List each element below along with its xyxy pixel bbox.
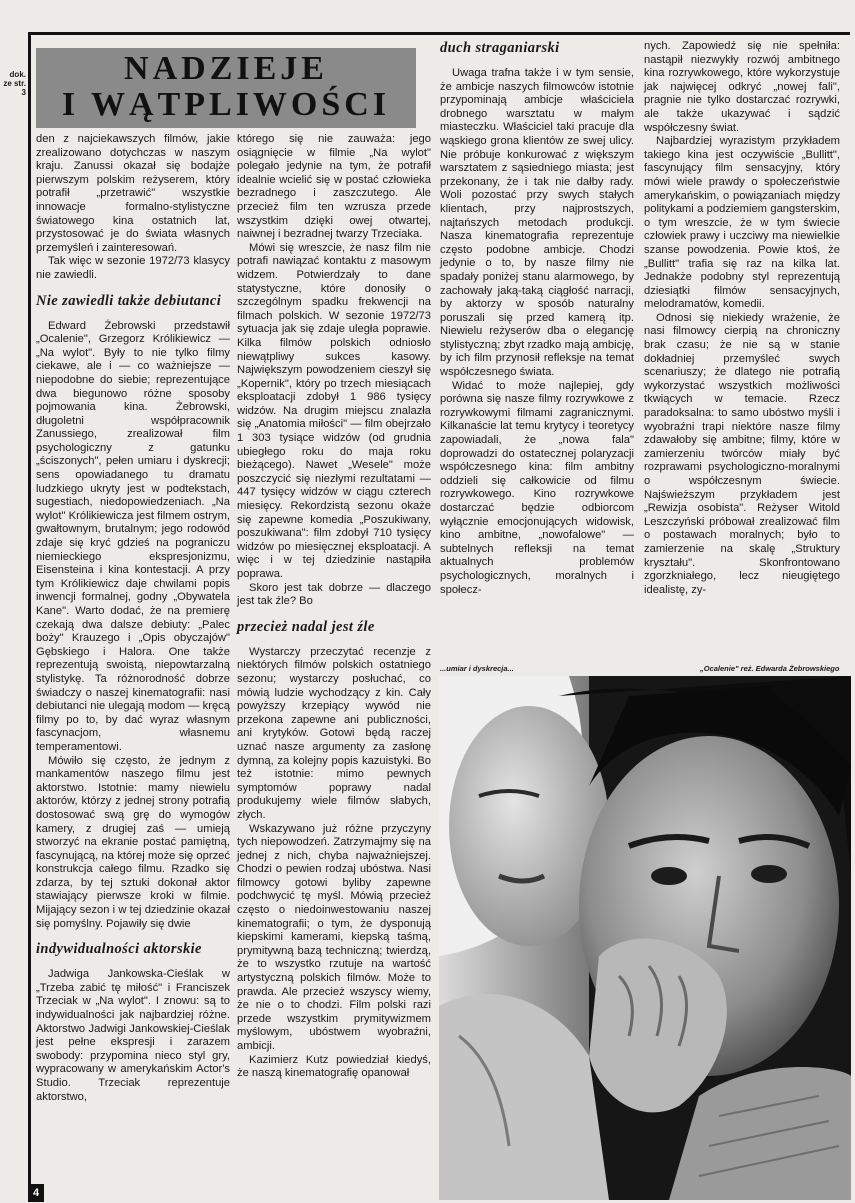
headline-line-2: I WĄTPLIWOŚCI (61, 86, 391, 123)
paragraph: Najbardziej wyrazistym przykładem takiego kina jest oczywiście „Bullitt", fascynujący film sensacyjny, który mówi wiele prawdy o społeczeństwie amerykańskim, o powiązaniach między politykami a podziemiem gangsterskim, o tym wreszcie, że w tym świecie człowiek prawy i uczciwy ma niewielkie szanse powodzenia. Powie ktoś, że „Bullitt" trafia się raz na kilka lat. Jednakże podobny styl reprezentują dziesiątki filmów sensacyjnych, melodramatów, komedii. (644, 135, 840, 311)
page-reference: dok. ze str. 3 (3, 70, 26, 97)
subheading: duch straganiarski (440, 40, 560, 56)
paragraph: Edward Żebrowski przedstawił „Ocalenie", Grzegorz Królikiewicz — „Na wylot". Były to nie tylko filmy ciekawe, ale i — co ważniejsze — niepodobne do siebie; reprezentujące dwa biegunowo różne sposoby pojmowania kina. Żebrowski, długoletni współpracownik Zanussiego, zrealizował film psychologiczny z gatunku „ściszonych", pełen umiaru i dyskrecji; sens opowiadanego tu dramatu ludzkiego ukryty jest w podtekstach, sugestiach, niedopowiedzeniach. „Na wylot" Królikiewicza jest filmem ostrym, gwałtownym, brutalnym; jego rodowód zdaje się kryć gdzieś na pograniczu niemieckiego ekspresjonizmu, Eisensteina i kina kontestacji. A przy tym Królikiewicz daje chwilami popis inwencji formalnej, godny „Obywatela Kane". Warto dodać, że na premierę czekają dwa dalsze debiuty: „Palec boży" Krauzego i „Opis obyczajów" Gębskiego i Halora. One także reprezentują swoistą, niepowtarzalną stylistykę. Ta różnorodność dobrze świadczy o naszej kinematografii: nasi debiutanci nie ulegają modom — kręcą filmy po to, by dać wyraz własnym fascynacjom, własnemu temperamentowi. (36, 319, 230, 753)
left-rule (28, 32, 31, 1202)
paragraph: Jadwiga Jankowska-Cieślak w „Trzeba zabić tę miłość" i Franciszek Trzeciak w „Na wylot". I znowu: są to indywidualności jak najbardziej różne. Aktorstwo Jadwigi Jankowskiej-Cieślak jest pełne ekspresji i zarazem swobody: przypomina nieco styl gry, wypracowany w amerykańskim Actor's Studio. Trzeciak reprezentuje aktorstwo, (36, 968, 230, 1103)
column-3 (440, 40, 634, 597)
subheading: przecież nadal jest źle (237, 618, 375, 635)
column-1 (36, 133, 230, 1104)
paragraph: Skoro jest tak dobrze — dlaczego jest tak źle? Bo (237, 581, 431, 608)
paragraph: nych. Zapowiedź się nie spełniła: nastąpił niezwykły rozwój ambitnego kina rozrywkowego, które wykorzystuje jak najwięcej odkryć „nowej fali", pragnie nie tylko dostarczać rozrywki, ale także ukazywać i sądzić współczesny świat. (644, 40, 840, 134)
subheading: Nie zawiedli także debiutanci (36, 292, 222, 309)
column-4 (644, 40, 840, 597)
paragraph: Mówiło się często, że jednym z mankamentów naszego filmu jest aktorstwo. Istotnie: mamy niewielu aktorów, którzy z jednej strony potrafią dostosować swą grę do wymogów kamery, z drugiej zaś — umieją stworzyć na ekranie postać pamiętną, fascynującą, na której może się oprzeć konstrukcja całego filmu. Rzadko się zdarza, by tej sztuki dokonał aktor stawiający pierwsze kroki w filmie. Mijający sezon i w tej dziedzinie okazał się pomyślny. Pojawiły się dwie (36, 754, 230, 930)
film-still-illustration (439, 676, 851, 1200)
page-number: 4 (28, 1184, 44, 1202)
film-still-photo (439, 676, 851, 1200)
top-rule (28, 32, 850, 35)
subheading: indywidualności aktorskie (36, 941, 202, 958)
paragraph: Wskazywano już różne przyczyny tych niepowodzeń. Zatrzymajmy się na jednej z nich, chyba najważniejszej. Chodzi o pewien rodzaj ubóstwa. Nasi filmowcy gotowi byliby zapewne podchwycić tę myśl. Mówią przecież często o niedoinwestowaniu naszej kinematografii; o tym, że dysponują kiepskimi kamerami, kiepską taśmą, prymitywną bazą techniczną; twierdzą, że to wszystko rzutuje na wartość artystyczną polskich filmów. Może to prawda. Ale przecież wszyscy wiemy, że nie o to chodzi. Film polski razi przede wszystkim prymitywizmem myślowym, ubóstwem wyobraźni, ambicji. (237, 822, 431, 1052)
column-2 (237, 133, 431, 1081)
paragraph: Uwaga trafna także i w tym sensie, że ambicje naszych filmowców istotnie przypominają ambicje właściciela drobnego warsztatu w małym miasteczku. Właściciel taki pracuje dla wąskiego grona klientów ze swej ulicy. Nie próbuje konkurować z większym warsztatem z sąsiedniego miasta; jest przekonany, że i tak nie dałby rady. Woli pozostać przy swych stałych klientach, przy najprostszych, najtańszych metodach produkcji. Nasza kinematografia reprezentuje często podobne ambicje. Chodzi jedynie o to, by nasze filmy nie spadały poniżej stanu alarmowego, by zachowały jaką-taką ciągłość narracji, by aktorzy w sposób naturalny poruszali się przed kamerą itp. Niewielu reżyserów dba o elegancję stylistyczną; zbyt rzadko mają ambicję, by ich film przynosił refleksje na temat współczesnego świata. (440, 67, 634, 379)
photo-caption-right: „Ocalenie" reż. Edwarda Żebrowskiego (700, 664, 840, 673)
paragraph: den z najciekawszych filmów, jakie zrealizowano dotychczas w naszym kraju. Zanussi okazał się bodajże pierwszym polskim reżyserem, który potrafił „przetrawić" wszystkie innowacje formalno-stylistyczne światowego kina ostatnich lat, przystosować je do świata własnych przemyśleń i zainteresowań. (36, 133, 230, 254)
headline-line-1: NADZIEJE (124, 50, 328, 87)
paragraph: Odnosi się niekiedy wrażenie, że nasi filmowcy cierpią na chroniczny brak czasu; że nie są w stanie dokładniej przemyśleć swych scenariuszy; że dlatego nie potrafią wykorzystać wszystkich możliwości tkwiących w temacie. Rzecz paradoksalna: to samo ubóstwo myśli i wyobraźni trapi niektóre nasze filmy zdawałoby się ambitne; filmy, które w zamierzeniu twórców miały być rozprawami psychologiczno-moralnymi o współczesnym świecie. Najświeższym przykładem jest „Rewizja osobista". Reżyser Witold Leszczyński próbował zrealizować film o postawach moralnych; było to zamierzenie na skalę „Struktury kryształu". Skonfrontowano zgorzkniałego, lecz nieugiętego idealistę, zy- (644, 311, 840, 596)
paragraph: Tak więc w sezonie 1972/73 klasycy nie zawiedli. (36, 255, 230, 281)
headline-banner (36, 48, 416, 128)
photo-caption-left: ...umiar i dyskrecja... (440, 664, 514, 673)
paragraph: Mówi się wreszcie, że nasz film nie potrafi nawiązać kontaktu z masowym widzem. Potwierdzały to dane statystyczne, które donosiły o szczególnym spadku frekwencji na filmach polskich. W sezonie 1972/73 sytuacja jak się zdaje uległa poprawie. Kilka filmów polskich odniosło niewątpliwy sukces kasowy. Największym powodzeniem cieszył się „Kopernik", który po trzech miesiącach eksploatacji zdobył 1 986 tysięcy widzów. Na drugim miejscu znalazła się „Anatomia miłości" — film obejrzało 1 303 tysiące widzów (od grudnia ubiegłego roku do maja roku bieżącego). Nawet „Wesele" może poszczycić się niezłymi rezultatami — 447 tysięcy widzów w ciągu czterech miesięcy. Rekordzistą sezonu okaże się zapewne komedia „Poszukiwany, poszukiwana": film zdobył 710 tysięcy widzów po miesięcznej eksploatacji. A więc i w tej dziedzinie nastąpiła poprawa. (237, 241, 431, 580)
paragraph: którego się nie zauważa: jego osiągnięcie w filmie „Na wylot" polegało jedynie na tym, że potrafił idealnie wcielić się w postać człowieka bezradnego i zaszczutego. Ale przecież film ten wzrusza przede wszystkim dzięki owej otwartej, naiwnej i bezradnej twarzy Trzeciaka. (237, 133, 431, 241)
paragraph: Kazimierz Kutz powiedział kiedyś, że naszą kinematografię opanował (237, 1053, 431, 1080)
paragraph: Widać to może najlepiej, gdy porówna się nasze filmy rozrywkowe z rozrywkowymi filmami zagranicznymi. Kilkanaście lat temu krytycy i teoretycy zapowiadali, że „nowa fala" doprowadzi do ostatecznej polaryzacji współczesnego kina: film ambitny oddzieli się całkowicie od filmu rozrywkowego. Kino rozrywkowe dostarczać będzie odbiorcom wyłącznie emocjonujących widowisk, kino ambitne, „nowofalowe" — subtelnych refleksji na temat aktualnych problemów psychologicznych, moralnych i społecz- (440, 379, 634, 596)
paragraph: Wystarczy przeczytać recenzje z niektórych filmów polskich ostatniego sezonu; wystarczy posłuchać, co mówią ludzie wychodzący z kin. Cały powyższy krzepiący wywód nie przekona zapewne ani publiczności, ani krytyków. Gotowi będą raczej uznać nasze argumenty za zasłonę dymną, za kolejny popis kazuistyki. Bo też istotnie: mimo pewnych symptomów poprawy nadal produkujemy wiele filmów słabych, złych. (237, 645, 431, 821)
